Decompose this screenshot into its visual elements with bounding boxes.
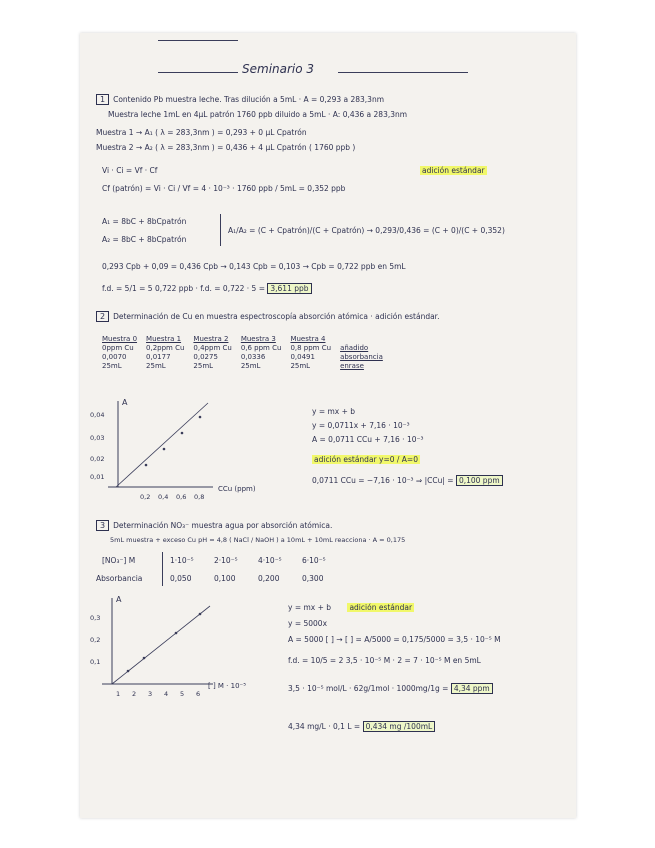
q3-table-divider: [162, 552, 163, 586]
q3-eq-2: y = 5000x: [288, 619, 328, 628]
data-point: [199, 416, 202, 419]
table-cell: 1·10⁻⁵: [170, 556, 194, 565]
title-line-left: [158, 40, 238, 41]
table-cell: 0,050: [170, 574, 192, 583]
q1-result-box: 3,611 ppb: [267, 283, 311, 294]
q3-eq-1: [288, 603, 414, 612]
table-cell: 0,0336: [240, 353, 266, 361]
table-cell: 0,8 ppm Cu: [290, 344, 332, 352]
x-tick: 5: [180, 690, 185, 698]
q2-line-1: [96, 311, 439, 322]
q3-line-1: [96, 520, 332, 531]
q3-eq-5: [288, 684, 493, 693]
x-tick: 0,2: [140, 493, 151, 501]
q3-eq-4: f.d. = 10/5 = 2 3,5 · 10⁻⁵ M · 2 = 7 · 10⁻⁵ M en 5mL: [288, 656, 481, 665]
table-cell: 0,6 ppm Cu: [240, 344, 282, 352]
q2-result-box: 0,100 ppm: [456, 475, 503, 486]
table-cell: 25mL: [240, 362, 261, 370]
table-cell: 0,4ppm Cu: [193, 344, 232, 352]
q3-table-row-1: [170, 556, 346, 565]
q2-data-table: [102, 335, 392, 371]
q1-fd-text: f.d. = 5/1 = 5 0,722 ppb · f.d. = 0,722 · 5 =: [102, 284, 265, 293]
q3-number: 3: [96, 520, 109, 531]
q1-line-7a: A₁ = 8bC + 8bCpatrón: [102, 217, 187, 226]
x-axis-label: CCu (ppm): [218, 485, 256, 493]
q1-line-6: Cf (patrón) = Vi · Ci / Vf = 4 · 10⁻³ · 1760 ppb / 5mL = 0,352 ppb: [102, 184, 346, 193]
table-cell: 25mL: [102, 362, 122, 370]
data-point: [163, 448, 166, 451]
table-row: [102, 362, 392, 371]
x-tick: 6: [196, 690, 201, 698]
q1-text-1: Contenido Pb muestra leche. Tras dilución a 5mL · A = 0,293 a 283,3nm: [113, 95, 385, 104]
data-point: [127, 670, 130, 673]
x-tick: 2: [132, 690, 137, 698]
x-tick: 1: [116, 690, 121, 698]
y-axis-label: A: [122, 398, 128, 407]
table-header: Muestra 3: [240, 335, 276, 343]
table-header: Muestra 4: [290, 335, 326, 343]
table-cell: absorbancia: [340, 353, 383, 361]
q2-highlight-note: adición estándar y=0 / A=0: [314, 455, 418, 464]
q3-table-head-2: Absorbancia: [96, 574, 143, 583]
q3-eq-1-text: y = mx + b: [288, 603, 332, 612]
title-line-right: [338, 72, 468, 73]
q3-eq-6: [288, 722, 435, 731]
table-cell: 0ppm Cu: [102, 344, 134, 352]
table-cell: 25mL: [193, 362, 214, 370]
q3-eq-5-text: 3,5 · 10⁻⁵ mol/L · 62g/1mol · 1000mg/1g =: [288, 684, 449, 693]
q1-number: 1: [96, 94, 109, 105]
q2-graph: [88, 395, 278, 505]
q2-eq-1: y = mx + b: [312, 407, 356, 416]
x-tick: 0,8: [194, 493, 205, 501]
table-header: Muestra 2: [193, 335, 229, 343]
q3-graph: [88, 592, 268, 704]
table-cell: 0,0070: [102, 353, 127, 361]
x-tick: 0,6: [176, 493, 187, 501]
x-tick: 0,4: [158, 493, 169, 501]
data-point: [199, 613, 202, 616]
page-title: Seminario 3: [242, 62, 315, 76]
y-tick: 0,2: [90, 636, 101, 644]
y-tick: 0,04: [90, 411, 105, 419]
table-cell: 0,100: [214, 574, 236, 583]
table-cell: enrase: [340, 362, 364, 370]
table-row: [102, 335, 392, 344]
table-cell: 25mL: [290, 362, 311, 370]
q1-line-5: Vi · Ci = Vf · Cf: [102, 166, 158, 175]
data-point: [143, 657, 146, 660]
q3-eq-6-text: 4,34 mg/L · 0,1 L =: [288, 722, 361, 731]
q3-eq-3: A = 5000 [ ] → [ ] = A/5000 = 0,175/5000 = 3,5 · 10⁻⁵ M: [288, 635, 501, 644]
q3-result-box-mg: 0,434 mg /100mL: [363, 721, 436, 732]
q2-eq-3: A = 0,0711 CCu + 7,16 · 10⁻³: [312, 435, 424, 444]
q2-final: [312, 476, 503, 485]
table-cell: 6·10⁻⁵: [302, 556, 326, 565]
table-cell: 2·10⁻⁵: [214, 556, 238, 565]
table-cell: 25mL: [146, 362, 166, 370]
fit-line: [112, 606, 210, 684]
q2-number: 2: [96, 311, 109, 322]
q3-highlight-note: adición estándar: [349, 603, 413, 612]
y-axis-label: A: [116, 595, 122, 604]
table-row: [102, 344, 392, 353]
table-cell: 4·10⁻⁵: [258, 556, 282, 565]
table-cell: 0,200: [258, 574, 280, 583]
q1-line-8: 0,293 Cpb + 0,09 = 0,436 Cpb → 0,143 Cpb = 0,103 → Cpb = 0,722 ppb en 5mL: [102, 262, 406, 271]
q2-eq-2: y = 0,0711x + 7,16 · 10⁻³: [312, 421, 410, 430]
y-tick: 0,1: [90, 658, 101, 666]
y-tick: 0,03: [90, 434, 105, 442]
q1-line-4: Muestra 2 → A₂ ( λ = 283,3nm ) = 0,436 + 4 μL Cpatrón ( 1760 ppb ): [96, 143, 356, 152]
q3-table-row-2: [170, 574, 346, 583]
table-header: Muestra 1: [146, 335, 182, 343]
data-point: [145, 464, 148, 467]
q2-note: [312, 455, 420, 464]
table-cell: 0,0491: [290, 353, 315, 361]
q1-highlight-note: adición estándar: [422, 166, 485, 175]
q2-final-text: 0,0711 CCu = −7,16 · 10⁻³ ⇒ |CCu| =: [312, 476, 454, 485]
q3-line-2: 5mL muestra + exceso Cu pH = 4,8 ( NaCl / NaOH ) a 10mL + 10mL reacciona · A = 0,175: [110, 536, 406, 544]
q1-line-7b: A₂ = 8bC + 8bCpatrón: [102, 235, 187, 244]
q1-line-1: [96, 94, 384, 105]
title-line-left-2: [158, 72, 238, 73]
q3-table-head: [NO₃⁻] M: [102, 556, 136, 565]
y-tick: 0,01: [90, 473, 105, 481]
table-cell: 0,0275: [193, 353, 218, 361]
q3-result-box-ppm: 4,34 ppm: [451, 683, 493, 694]
data-point: [175, 632, 178, 635]
q1-line-3: Muestra 1 → A₁ ( λ = 283,3nm ) = 0,293 + 0 μL Cpatrón: [96, 128, 307, 137]
table-header: Muestra 0: [102, 335, 138, 343]
q1-brace: [220, 214, 221, 246]
x-tick: 4: [164, 690, 169, 698]
q1-line-7c: A₁/A₂ = (C + Cpatrón)/(C + Cpatrón) → 0,293/0,436 = (C + 0)/(C + 0,352): [228, 226, 505, 235]
fit-line: [116, 403, 208, 487]
table-cell: 0,300: [302, 574, 324, 583]
q3-text-1: Determinación NO₃⁻ muestra agua por absorción atómica.: [113, 521, 333, 530]
table-row: [102, 353, 392, 362]
q1-line-9: [102, 284, 312, 293]
y-tick: 0,3: [90, 614, 101, 622]
x-tick: 3: [148, 690, 153, 698]
table-cell: añadido: [340, 344, 369, 352]
q1-line-2: Muestra leche 1mL en 4μL patrón 1760 ppb diluido a 5mL · A: 0,436 a 283,3nm: [108, 110, 408, 119]
x-axis-label: [ ] M · 10⁻⁵: [208, 682, 247, 690]
data-point: [181, 432, 184, 435]
table-cell: 0,2ppm Cu: [146, 344, 185, 352]
q1-line-5-note: [420, 166, 487, 175]
q2-text-1: Determinación de Cu en muestra espectroscopía absorción atómica · adición estándar.: [113, 312, 440, 321]
y-tick: 0,02: [90, 455, 105, 463]
table-cell: 0,0177: [146, 353, 171, 361]
